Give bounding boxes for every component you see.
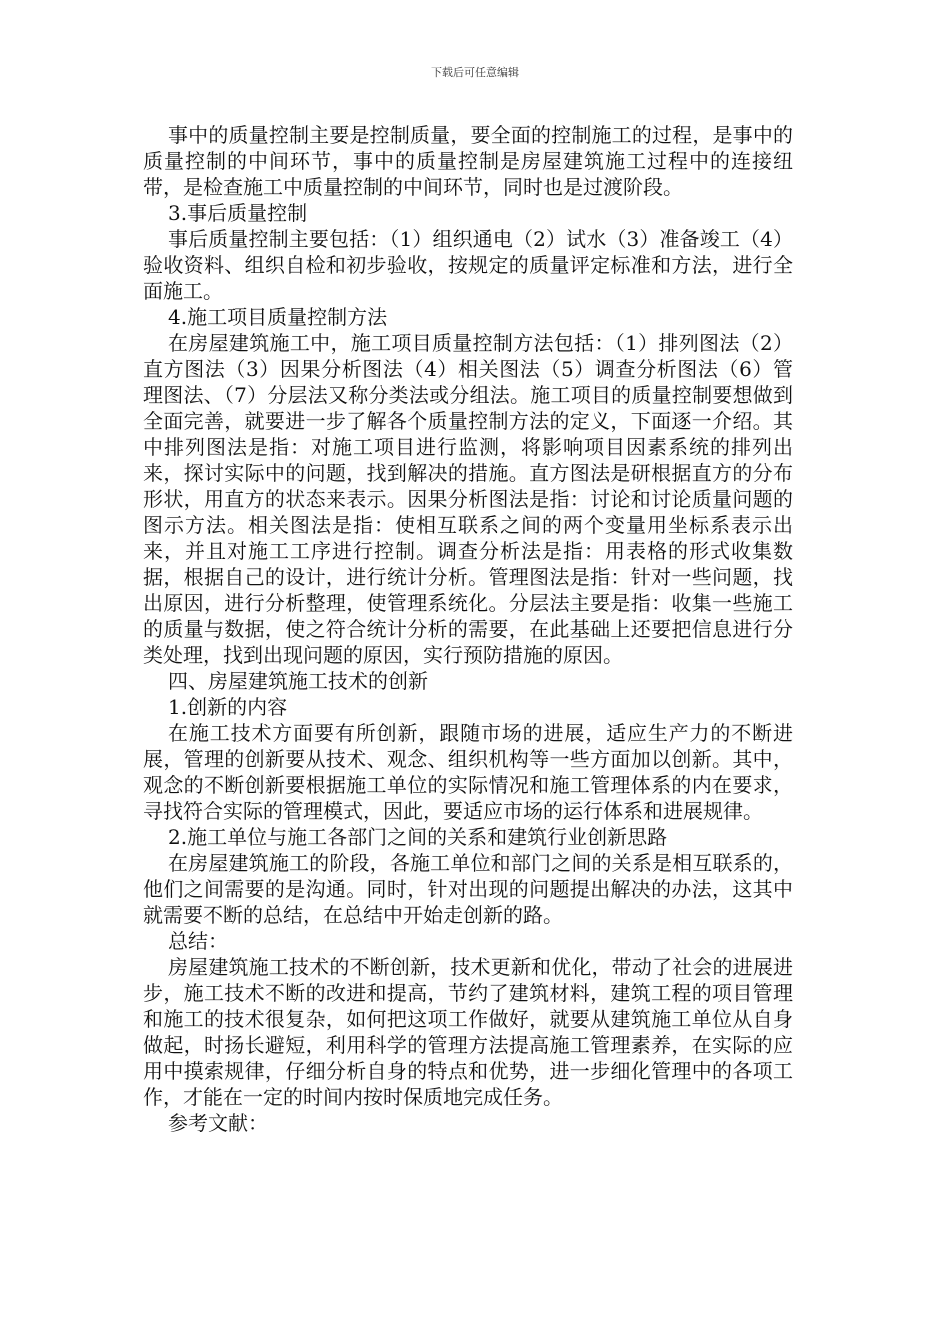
- paragraph-summary: 房屋建筑施工技术的不断创新，技术更新和优化，带动了社会的进展进步，施工技术不断的改进和提高，节约了建筑材料，建筑工程的项目管理和施工的技术很复杂，如何把这项工作做好，就要从建筑施工单位从自身做起，时扬长避短，利用科学的管理方法提高施工管理素养，在实际的应用中摸索规律，仔细分析自身的特点和优势，进一步细化管理中的各项工作，才能在一定的时间内按时保质地完成任务。: [143, 955, 793, 1109]
- heading-department-relations: 2.施工单位与施工各部门之间的关系和建筑行业创新思路: [168, 825, 668, 849]
- heading-innovation-content: 1.创新的内容: [168, 695, 288, 719]
- heading-post-quality-control: 3.事后质量控制: [168, 201, 308, 225]
- heading-quality-control-methods: 4.施工项目质量控制方法: [168, 305, 388, 329]
- paragraph-innovation-content: 在施工技术方面要有所创新，跟随市场的进展，适应生产力的不断进展，管理的创新要从技术、观念、组织机构等一些方面加以创新。其中，观念的不断创新要根据施工单位的实际情况和施工管理体系的内在要求，寻找符合实际的管理模式，因此，要适应市场的运行体系和进展规律。: [143, 721, 793, 823]
- paragraph-quality-control-methods: 在房屋建筑施工中，施工项目质量控制方法包括：（1）排列图法（2）直方图法（3）因果分析图法（4）相关图法（5）调查分析图法（6）管理图法、（7）分层法又称分类法或分组法。施工项目的质量控制要想做到全面完善，就要进一步了解各个质量控制方法的定义，下面逐一介绍。其中排列图法是指：对施工项目进行监测，将影响项目因素系统的排列出来，探讨实际中的问题，找到解决的措施。直方图法是研根据直方的分布形状，用直方的状态来表示。因果分析图法是指：讨论和讨论质量问题的图示方法。相关图法是指：使相互联系之间的两个变量用坐标系表示出来，并且对施工工序进行控制。调查分析法是指：用表格的形式收集数据，根据自己的设计，进行统计分析。管理图法是指：针对一些问题，找出原因，进行分析整理，使管理系统化。分层法主要是指：收集一些施工的质量与数据，使之符合统计分析的需要，在此基础上还要把信息进行分类处理，找到出现问题的原因，实行预防措施的原因。: [143, 331, 793, 667]
- paragraph-in-process-control: 事中的质量控制主要是控制质量，要全面的控制施工的过程，是事中的质量控制的中间环节，事中的质量控制是房屋建筑施工过程中的连接纽带，是检查施工中质量控制的中间环节，同时也是过渡阶段。: [143, 123, 793, 199]
- page-header: 下载后可任意编辑: [431, 66, 519, 79]
- heading-summary: 总结：: [168, 929, 228, 953]
- paragraph-post-quality-control: 事后质量控制主要包括：（1）组织通电（2）试水（3）准备竣工（4）验收资料、组织自检和初步验收，按规定的质量评定标准和方法，进行全面施工。: [143, 227, 793, 303]
- paragraph-department-relations: 在房屋建筑施工的阶段，各施工单位和部门之间的关系是相互联系的，他们之间需要的是沟通。同时，针对出现的问题提出解决的办法，这其中就需要不断的总结，在总结中开始走创新的路。: [143, 851, 793, 927]
- heading-references: 参考文献：: [168, 1111, 268, 1135]
- heading-section-four: 四、房屋建筑施工技术的创新: [168, 669, 428, 693]
- document-body: [143, 122, 793, 1136]
